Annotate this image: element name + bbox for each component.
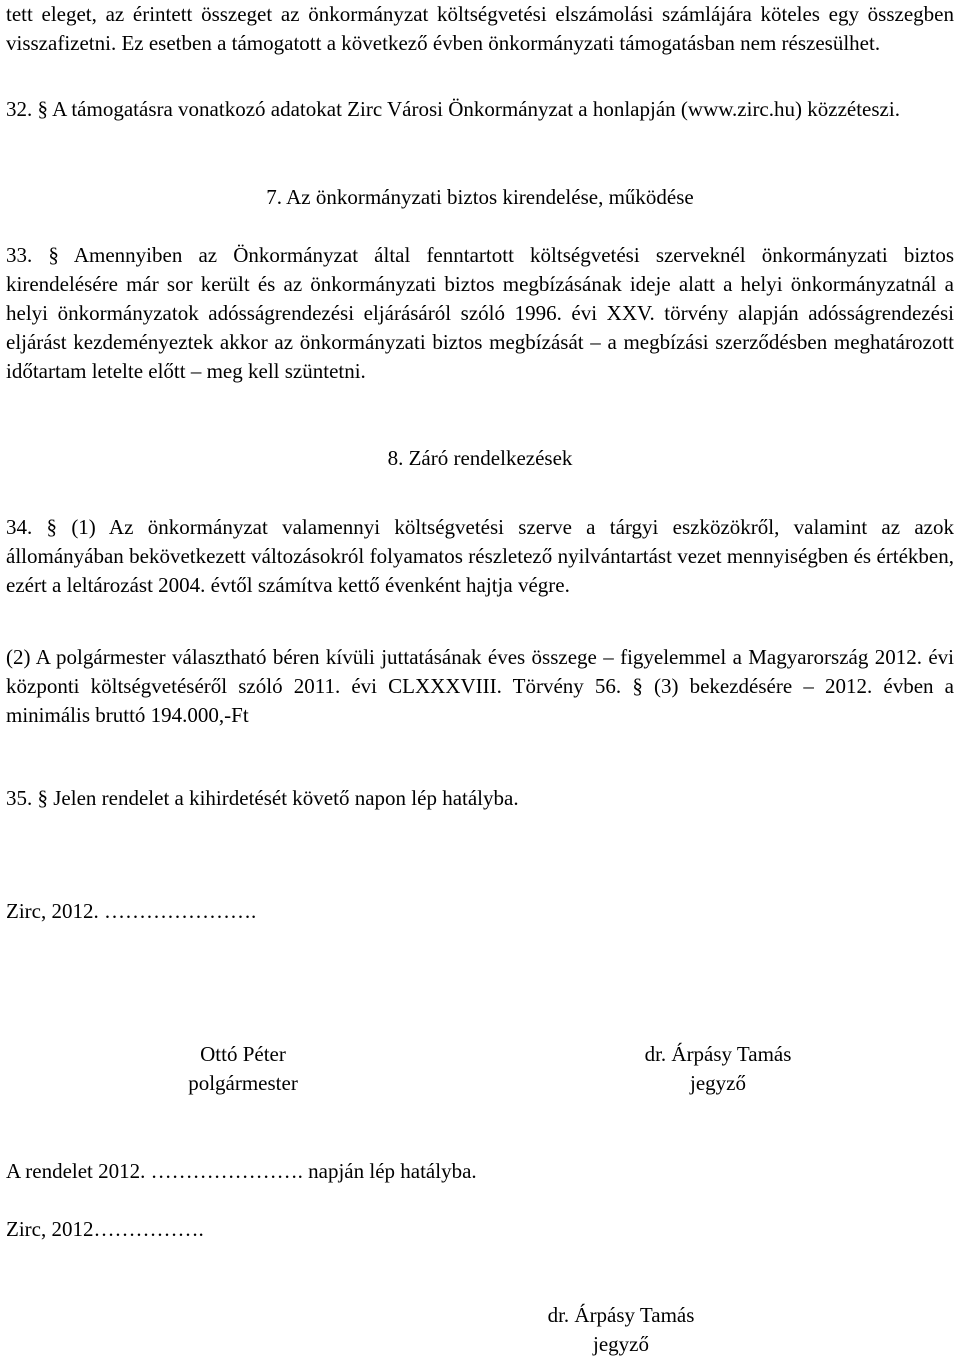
heading-section-7: 7. Az önkormányzati biztos kirendelése, működése <box>266 185 694 209</box>
effective-date-line: A rendelet 2012. …………………. napján lép hatályba. <box>6 1159 477 1183</box>
signature-notary-title: jegyző <box>690 1071 746 1095</box>
section-33-paragraph: 33. § Amennyiben az Önkormányzat által fenntartott költségvetési szerveknél önkormányzati biztos kirendelésére már sor került és az önkormányzati biztos megbízásának ideje alatt a helyi önkormányzatnál a helyi önkormányzatok adósságrendezési eljárásáról szóló 1996. évi XXV. törvény alapján adósságrendezési eljárást kezdeményeztek akkor az önkormányzati biztos megbízását – a megbízási szerződésben meghatározott időtartam letelte előtt – meg kell szüntetni. <box>6 243 954 383</box>
signature-notary-name: dr. Árpásy Tamás <box>644 1042 792 1066</box>
final-signature <box>508 1301 734 1359</box>
signature-mayor <box>130 1040 356 1098</box>
section-32-paragraph: 32. § A támogatásra vonatkozó adatokat Zirc Városi Önkormányzat a honlapján (www.zirc.hu) közzéteszi. <box>6 97 900 121</box>
final-signature-name: dr. Árpásy Tamás <box>547 1303 695 1327</box>
signature-notary <box>596 1040 840 1098</box>
section-34-paragraph-2: (2) A polgármester választható béren kívüli juttatásának éves összege – figyelemmel a Magyarország 2012. évi központi költségvetéséről szóló 2011. évi CLXXXVIII. Törvény 56. § (3) bekezdésére – 2012. évben a minimális bruttó 194.000,-Ft <box>6 645 954 727</box>
place-date: Zirc, 2012. …………………. <box>6 899 257 923</box>
signature-mayor-title: polgármester <box>188 1071 298 1095</box>
final-signature-title: jegyző <box>593 1332 649 1356</box>
section-35-paragraph: 35. § Jelen rendelet a kihirdetését követő napon lép hatályba. <box>6 786 519 810</box>
continuation-paragraph: tett eleget, az érintett összeget az önkormányzat költségvetési elszámolási számlájára köteles egy összegben visszafizetni. Ez esetben a támogatott a következő évben önkormányzati támogatásban nem részesülhet. <box>6 2 954 55</box>
section-34-paragraph-1: 34. § (1) Az önkormányzat valamennyi költségvetési szerve a tárgyi eszközökről, valamint az azok állományában bekövetkezett változásokról folyamatos részletező nyilvántartást vezet mennyiségben és értékben, ezért a leltározást 2004. évtől számítva kettő évenként hajtja végre. <box>6 515 954 597</box>
heading-section-8: 8. Záró rendelkezések <box>387 446 573 470</box>
signature-mayor-name: Ottó Péter <box>200 1042 286 1066</box>
place-date-2: Zirc, 2012……………. <box>6 1217 204 1241</box>
